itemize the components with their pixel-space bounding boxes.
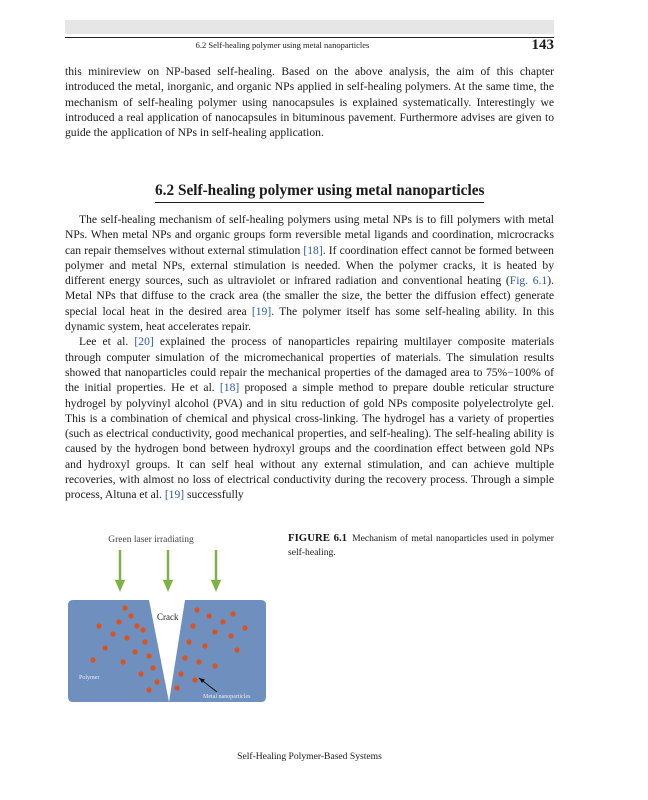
paragraph-1: The self-healing mechanism of self-healing polymers using metal NPs is to fill polymers with metal NPs. When metal NPs and organic groups form reversible metal ligands and coordination, microcracks can repair themselves without external stimulation [18]. If coordination effect cannot be formed between polymer and metal NPs, external stimulation is needed. When the polymer cracks, it is heated by different energy sources, such as ultraviolet or infrared radiation and conventional heating (Fig. 6.1). Metal NPs that diffuse to the crack area (the smaller the size, the better the diffusion effect) generate special local heat in the desired area [19]. The polymer itself has some self-healing ability. In this dynamic system, heat accelerates repair. <box>65 213 555 334</box>
caption-label: FIGURE 6.1 <box>288 532 348 544</box>
nanoparticle <box>178 671 183 676</box>
nanoparticle <box>140 627 145 632</box>
crack-label: Crack <box>157 612 179 622</box>
nanoparticle <box>154 679 159 684</box>
nanoparticle <box>102 645 107 650</box>
nanoparticle <box>146 687 151 692</box>
nanoparticle <box>206 613 211 618</box>
figure-6-1 <box>65 530 275 706</box>
citation-link[interactable]: [19] <box>251 304 272 318</box>
nanoparticle <box>138 671 143 676</box>
nanoparticle <box>142 639 147 644</box>
figure-link[interactable]: Fig. 6.1 <box>509 274 548 288</box>
laser-label: Green laser irradiating <box>108 535 194 545</box>
nanoparticle <box>122 605 127 610</box>
header-band <box>65 20 554 34</box>
nanoparticle <box>116 619 121 624</box>
nanoparticle <box>150 665 155 670</box>
nanoparticle <box>192 677 197 682</box>
nanoparticle <box>202 643 207 648</box>
laser-arrow-head <box>163 580 173 592</box>
nanoparticle <box>174 685 179 690</box>
nanoparticle <box>234 647 239 652</box>
body-text <box>65 212 554 503</box>
laser-arrow-head <box>115 580 125 592</box>
nanoparticle <box>182 655 187 660</box>
nanoparticle <box>212 663 217 668</box>
citation-link[interactable]: [18] <box>303 243 323 257</box>
nanoparticle <box>196 659 201 664</box>
nanoparticle <box>132 649 137 654</box>
intro-text: this minireview on NP-based self-healing. Based on the above analysis, the aim of this chapter introduced the metal, inorganic, and organic NPs applied in self-healing polymers. At the same time, the mechanism of self-healing polymer using nanocapsules is explained systematically. Interestingly we introduced a real application of nanocapsules in bituminous pavement. Furthermore advises are given to guide the application of NPs in self-healing application. <box>65 65 554 140</box>
laser-arrows <box>115 550 221 592</box>
nanoparticle <box>212 629 217 634</box>
nanoparticles-label: Metal nanoparticles <box>203 694 251 700</box>
nanoparticle <box>124 635 129 640</box>
nanoparticle <box>90 657 95 662</box>
citation-link[interactable]: [18] <box>219 381 240 395</box>
nanoparticle <box>228 633 233 638</box>
page-number: 143 <box>531 37 554 53</box>
nanoparticle <box>230 611 235 616</box>
citation-link[interactable]: [20] <box>134 335 154 349</box>
nanoparticle <box>120 659 125 664</box>
running-head: 6.2 Self-healing polymer using metal nanoparticles <box>195 40 370 50</box>
nanoparticle <box>110 631 115 636</box>
nanoparticle <box>186 639 191 644</box>
nanoparticle <box>128 613 133 618</box>
nanoparticle <box>146 653 151 658</box>
nanoparticle <box>190 623 195 628</box>
figure-caption <box>288 532 554 559</box>
footer-book-title: Self-Healing Polymer-Based Systems <box>237 751 382 762</box>
nanoparticle <box>220 619 225 624</box>
polymer-label: Polymer <box>79 675 100 681</box>
intro-paragraph <box>65 64 554 140</box>
nanoparticle <box>96 623 101 628</box>
laser-arrow-head <box>211 580 221 592</box>
nanoparticle <box>194 607 199 612</box>
caption-text: Mechanism of metal nanoparticles used in polymer self-healing. <box>288 533 554 558</box>
paragraph-2: Lee et al. [20] explained the process of nanoparticles repairing multilayer composite materials through computer simulation of the micromechanical properties of materials. The simulation results showed that nanoparticles could repair the mechanical properties of the damaged area to 75%−100% of the initial properties. He et al. [18] proposed a simple method to prepare double reticular structure hydrogel by polyvinyl alcohol (PVA) and in situ reduction of gold NPs composite polyelectrolyte gel. This is a combination of chemical and physical cross-linking. The hydrogel has a variety of properties (such as electrical conductivity, good mechanical properties, and self-healing). The self-healing ability is caused by the hydrogen bond between hydroxyl groups and the coordination effect between gold NPs and hydroxyl groups. It can self heal without any external stimulation, and can achieve multiple recoveries, with almost no loss of electrical conductivity during the recovery process. Through a simple process, Altuna et al. [19] successfully <box>65 335 555 502</box>
section-heading: 6.2 Self-healing polymer using metal nanoparticles <box>155 182 484 203</box>
citation-link[interactable]: [19] <box>164 488 185 502</box>
nanoparticle <box>134 623 139 628</box>
nanoparticle <box>242 625 247 630</box>
header-rule <box>65 37 554 38</box>
